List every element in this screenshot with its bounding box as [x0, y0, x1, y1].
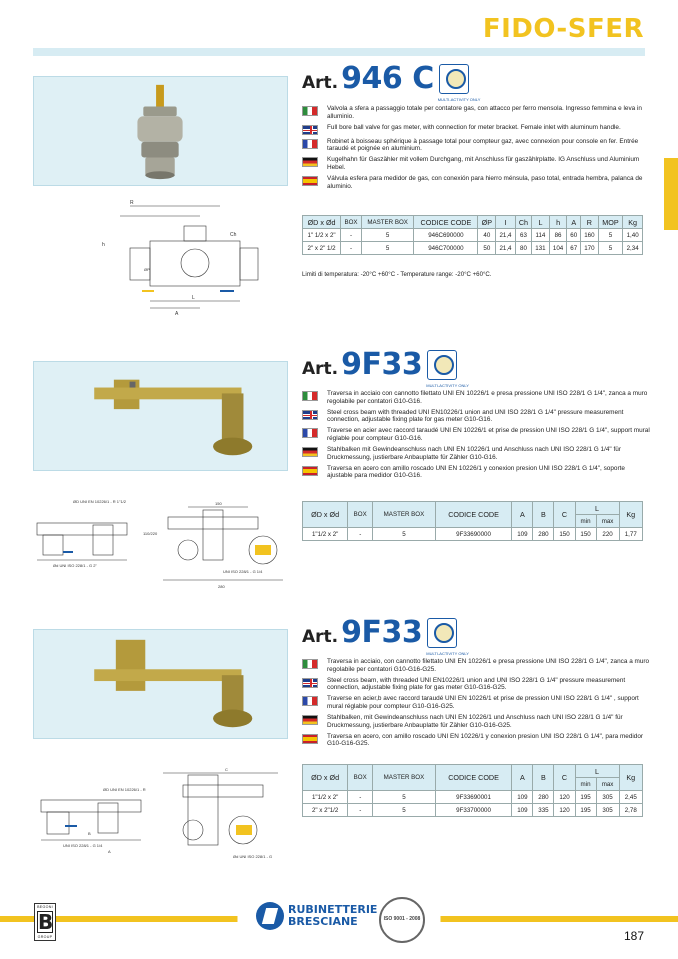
dim-p-label: ØP: [144, 267, 150, 272]
technical-drawing-946c: [100, 196, 260, 316]
table-cell: 2" x 2"1/2: [303, 804, 348, 817]
article-code: 946 C: [341, 61, 434, 96]
table-cell: 9F33690001: [435, 791, 512, 804]
col-header: Kg: [619, 765, 642, 791]
company-name-line2: BRESCIANE: [288, 915, 358, 928]
description-text: Traversa in acciaio con cannotto filettato UNI EN 10226/1 e presa pressione UNI ISO 228/1 G 1/4", zanca a muro regolabile per contatori G10-G16.: [327, 390, 648, 405]
table-cell: 1,77: [619, 528, 642, 541]
bottom-thread-label: Ød UNI ISO 228/1 - G: [233, 854, 273, 859]
description-de: [302, 156, 650, 172]
product-photo-946c: [33, 76, 288, 186]
col-header: R: [581, 216, 599, 229]
table-cell: 5: [373, 804, 436, 817]
col-header: BOX: [348, 765, 373, 791]
spec-table-946c: [302, 215, 643, 255]
col-header: A: [512, 765, 533, 791]
col-header: BOX: [348, 502, 373, 528]
table-cell: 280: [533, 528, 554, 541]
spec-table-9f33-b: [302, 764, 643, 817]
col-header: Kg: [623, 216, 643, 229]
brand-title: FIDO-SFER: [482, 14, 644, 44]
description-de: [302, 714, 650, 730]
germany-flag-icon: [302, 715, 318, 725]
description-text: Traversa en acero con amillo roscado UNI EN 10226/1 y conexion presion UNI ISO 228/1 G 1/4", soporte ajustable para medidor G10-G16.: [327, 464, 625, 480]
certification-caption: MULTI-ACTIVITY ONLY: [437, 97, 481, 102]
iso-label: UNI ISO 228/1 - G 1/4: [223, 569, 263, 574]
article-label: Art.: [302, 359, 339, 379]
col-header: A: [567, 216, 581, 229]
col-header: CODICE CODE: [414, 216, 478, 229]
italy-flag-icon: [302, 659, 318, 669]
table-header-row: [303, 502, 643, 515]
col-header: ØD x Ød: [303, 502, 348, 528]
table-header-row: [303, 765, 643, 778]
description-es: [302, 465, 650, 481]
table-cell: 2,78: [619, 804, 642, 817]
table-cell: 305: [596, 804, 619, 817]
table-row: [303, 242, 643, 255]
table-cell: 67: [567, 242, 581, 255]
france-flag-icon: [302, 428, 318, 438]
col-header: L: [575, 765, 619, 778]
table-cell: 280: [533, 791, 554, 804]
table-cell: 131: [532, 242, 550, 255]
table-cell: 63: [515, 229, 531, 242]
table-cell: 150: [554, 528, 575, 541]
table-cell: 40: [478, 229, 496, 242]
col-header: C: [554, 502, 575, 528]
table-cell: 120: [554, 804, 575, 817]
description-text: Traversa in acciaio, con cannotto filettato UNI EN 10226/1 e presa pressione UNI ISO 228/1 G 1/4", zanca a muro regolabile per contatori G10-G16-G25.: [327, 658, 650, 673]
table-cell: 5: [598, 242, 623, 255]
col-header: C: [554, 765, 575, 791]
table-cell: 5: [361, 229, 413, 242]
col-header: I: [496, 216, 516, 229]
company-name-line1: RUBINETTERIE: [288, 903, 378, 917]
col-header: MASTER BOX: [373, 502, 436, 528]
col-header: MASTER BOX: [373, 765, 436, 791]
table-cell: 80: [515, 242, 531, 255]
spec-table-9f33-a: [302, 501, 643, 541]
description-es: [302, 733, 650, 749]
france-flag-icon: [302, 139, 318, 149]
uk-flag-icon: [302, 410, 318, 420]
table-cell: 109: [512, 791, 533, 804]
table-row: [303, 791, 643, 804]
col-header: MASTER BOX: [361, 216, 413, 229]
table-cell: 21,4: [496, 229, 516, 242]
col-header: A: [512, 502, 533, 528]
col-header: B: [533, 765, 554, 791]
dim-a-label: A: [108, 849, 111, 854]
italy-flag-icon: [302, 106, 318, 116]
table-cell: 1"1/2 x 2": [303, 528, 348, 541]
table-cell: 114: [532, 229, 550, 242]
description-list-9f33-a: [302, 390, 650, 483]
description-en: [302, 677, 650, 693]
col-header: Kg: [619, 502, 642, 528]
description-text: Valvola a sfera a passaggio totale per contatore gas, con attacco per ferro mensola. Ingresso femmina e leva in alluminio.: [327, 105, 642, 120]
description-en: [302, 409, 650, 425]
company-name: [288, 904, 377, 927]
table-cell: -: [341, 242, 362, 255]
table-cell: 1,40: [623, 229, 643, 242]
table-cell: 60: [567, 229, 581, 242]
article-code: 9F33: [341, 615, 423, 650]
description-it: [302, 105, 650, 121]
group-logo-top: BEGONI: [37, 905, 53, 909]
table-cell: -: [341, 229, 362, 242]
uk-flag-icon: [302, 678, 318, 688]
table-cell: 220: [596, 528, 619, 541]
description-it: [302, 658, 650, 674]
col-header: L: [575, 502, 619, 515]
table-cell: 1"1/2 x 2": [303, 791, 348, 804]
table-cell: 5: [598, 229, 623, 242]
table-row: [303, 804, 643, 817]
table-cell: -: [348, 804, 373, 817]
table-cell: -: [348, 528, 373, 541]
table-cell: 109: [512, 528, 533, 541]
certification-icon: [437, 64, 481, 102]
page-number: 187: [623, 929, 644, 943]
temperature-note: Limiti di temperatura: -20°C +60°C - Temperature range: -20°C +60°C.: [302, 271, 492, 278]
table-cell: 9F33690000: [435, 528, 512, 541]
col-header: L: [532, 216, 550, 229]
col-subheader: max: [596, 515, 619, 528]
table-cell: 5: [361, 242, 413, 255]
group-logo-letter: B: [38, 910, 54, 934]
cross-beam-image: [34, 630, 287, 738]
table-cell: 1" 1/2 x 2": [303, 229, 341, 242]
table-cell: 120: [554, 791, 575, 804]
table-cell: 9F33700000: [435, 804, 512, 817]
beam-drawing: [33, 495, 293, 595]
description-fr: [302, 427, 650, 443]
dim-c-label: C: [225, 767, 228, 772]
table-cell: 335: [533, 804, 554, 817]
description-text: Full bore ball valve for gas meter, with connection for meter bracket. Female inlet with aluminum handle.: [327, 123, 621, 131]
description-text: Steel cross beam, with threaded UNI EN10226/1 union and UNI ISO 228/1 G 1/4" pressure measurement connection, adjustable fixing plate for gas meter G10-G16-G25.: [327, 676, 626, 692]
table-row: [303, 528, 643, 541]
table-cell: 305: [596, 791, 619, 804]
spain-flag-icon: [302, 466, 318, 476]
company-logo: [256, 902, 377, 930]
col-header: CODICE CODE: [435, 765, 512, 791]
technical-drawing-9f33-a: [33, 495, 293, 595]
uk-flag-icon: [302, 125, 318, 135]
germany-flag-icon: [302, 157, 318, 167]
table-cell: 5: [373, 528, 436, 541]
description-de: [302, 446, 650, 462]
dim-b-label: B: [88, 831, 91, 836]
technical-drawing-9f33-b: [33, 765, 293, 865]
dim-a-label: A: [175, 311, 179, 316]
table-cell: 109: [512, 804, 533, 817]
description-text: Stahlbalken mit Gewindeanschluss nach UNI EN 10226/1 und Anschluss nach UNI ISO 228/1 G 1/4" für Druckmessung, justierbare Anbauplatte für Zähler G10-G16.: [327, 445, 621, 461]
description-text: Traverse en acier,b avec raccord taraudé UNI EN 10226/1 et prise de pression UNI ISO 228/1 G 1/4" , support mural réglable pour compteur G10-G16-G25.: [327, 695, 639, 711]
france-flag-icon: [302, 696, 318, 706]
article-header-946c: [302, 61, 481, 102]
group-logo-bottom: GROUP: [37, 935, 53, 939]
iso-seal-text: ISO 9001 - 2008: [383, 916, 421, 923]
col-subheader: max: [596, 778, 619, 791]
spain-flag-icon: [302, 734, 318, 744]
description-text: Válvula esfera para medidor de gas, con conexión para hierro ménsula, paso total, entrada hembra, palanca de aluminio.: [327, 174, 643, 190]
description-text: Stahlbalken, mit Gewindeanschluss nach UNI EN 10226/1 und Anschluss nach UNI ISO 228/1 G 1/4" für Druckmessung, justierbare Anbauplatte für Zähler G10-G16-G25.: [327, 713, 623, 729]
description-fr: [302, 138, 650, 154]
side-tab: [664, 158, 678, 230]
col-header: B: [533, 502, 554, 528]
table-cell: 195: [575, 791, 596, 804]
col-header: MOP: [598, 216, 623, 229]
description-en: [302, 124, 650, 135]
certification-caption: MULTI-ACTIVITY ONLY: [426, 383, 469, 388]
certification-caption: MULTI-ACTIVITY ONLY: [426, 651, 469, 656]
table-cell: 50: [478, 242, 496, 255]
col-header: ØD x Ød: [303, 765, 348, 791]
top-rule: [33, 48, 645, 56]
product-photo-9f33-b: [33, 629, 288, 739]
col-header: ØP: [478, 216, 496, 229]
table-cell: 170: [581, 242, 599, 255]
certification-icon: [426, 350, 469, 388]
article-code: 9F33: [341, 347, 423, 382]
valve-drawing: [100, 196, 260, 316]
description-text: Traversa en acero, con amillo roscado UNI EN 10226/1 y conexion presion UNI ISO 228/1 G 1/4", para medidor G10-G16-G25.: [327, 732, 644, 748]
certification-icon: [426, 618, 469, 656]
col-header: h: [549, 216, 567, 229]
table-cell: 2" x 2" 1/2: [303, 242, 341, 255]
col-header: CODICE CODE: [435, 502, 512, 528]
col-header: ØD x Ød: [303, 216, 341, 229]
iso-certification-seal: [379, 897, 425, 943]
table-cell: 2,34: [623, 242, 643, 255]
article-header-9f33-b: [302, 615, 469, 656]
description-fr: [302, 695, 650, 711]
col-subheader: min: [575, 778, 596, 791]
company-mark-icon: [256, 902, 284, 930]
description-es: [302, 175, 650, 191]
italy-flag-icon: [302, 391, 318, 401]
table-cell: 2,45: [619, 791, 642, 804]
description-list-946c: [302, 105, 650, 194]
product-photo-9f33-a: [33, 361, 288, 471]
top-thread-label: ØD UNI EN 10226/1 - R 1"1/2: [73, 499, 126, 504]
description-it: [302, 390, 650, 406]
spain-flag-icon: [302, 176, 318, 186]
bottom-thread-label: Ød UNI ISO 228/1 - G 2": [53, 563, 97, 568]
description-text: Robinet à boisseau sphérique à passage total pour compteur gaz, avec connexion pour console en fer. Entrée taraudé et poignée en aluminium.: [327, 137, 639, 153]
dim-ch-label: Ch: [230, 232, 237, 238]
dim-r-label: R: [130, 200, 134, 206]
germany-flag-icon: [302, 447, 318, 457]
description-text: Traverse en acier avec raccord taraudé UNI EN 10226/1 et prise de pression UNI ISO 228/1 G 1/4", support mural réglable pour compteur G10-G16.: [327, 427, 650, 443]
table-cell: 946C690000: [414, 229, 478, 242]
table-cell: 86: [549, 229, 567, 242]
top-thread-label: ØD UNI EN 10226/1 - R: [103, 787, 146, 792]
table-header-row: [303, 216, 643, 229]
beam-drawing: [33, 765, 293, 865]
iso-label: UNI ISO 228/1 - G 1/4: [63, 843, 103, 848]
table-cell: 160: [581, 229, 599, 242]
description-text: Kugelhahn für Gaszähler mit vollem Durchgang, mit Anschluss für gaszählrplatte. IG Anschluss und Aluminium Hebel.: [327, 156, 640, 172]
description-text: Steel cross beam with threaded UNI EN10226/1 union and UNI ISO 228/1 G 1/4" pressure measurement connection, adjustable fixing plate for gas meter G10-G16.: [327, 408, 624, 424]
col-header: Ch: [515, 216, 531, 229]
dim-l-label: L: [192, 295, 195, 301]
table-cell: 5: [373, 791, 436, 804]
table-row: [303, 229, 643, 242]
table-cell: 104: [549, 242, 567, 255]
ball-valve-image: [34, 77, 287, 185]
cross-beam-image: [34, 362, 287, 470]
table-cell: 946C700000: [414, 242, 478, 255]
article-header-9f33-a: [302, 347, 469, 388]
group-logo: [34, 903, 56, 941]
table-cell: 195: [575, 804, 596, 817]
col-subheader: min: [575, 515, 596, 528]
table-cell: -: [348, 791, 373, 804]
dim-h-label: h: [102, 242, 105, 248]
dim-150-label: 150: [215, 501, 222, 506]
article-label: Art.: [302, 73, 339, 93]
article-label: Art.: [302, 627, 339, 647]
dim-110-label: 110/220: [143, 531, 158, 536]
col-header: BOX: [341, 216, 362, 229]
table-cell: 150: [575, 528, 596, 541]
dim-280-label: 280: [218, 584, 225, 589]
description-list-9f33-b: [302, 658, 650, 751]
table-cell: 21,4: [496, 242, 516, 255]
